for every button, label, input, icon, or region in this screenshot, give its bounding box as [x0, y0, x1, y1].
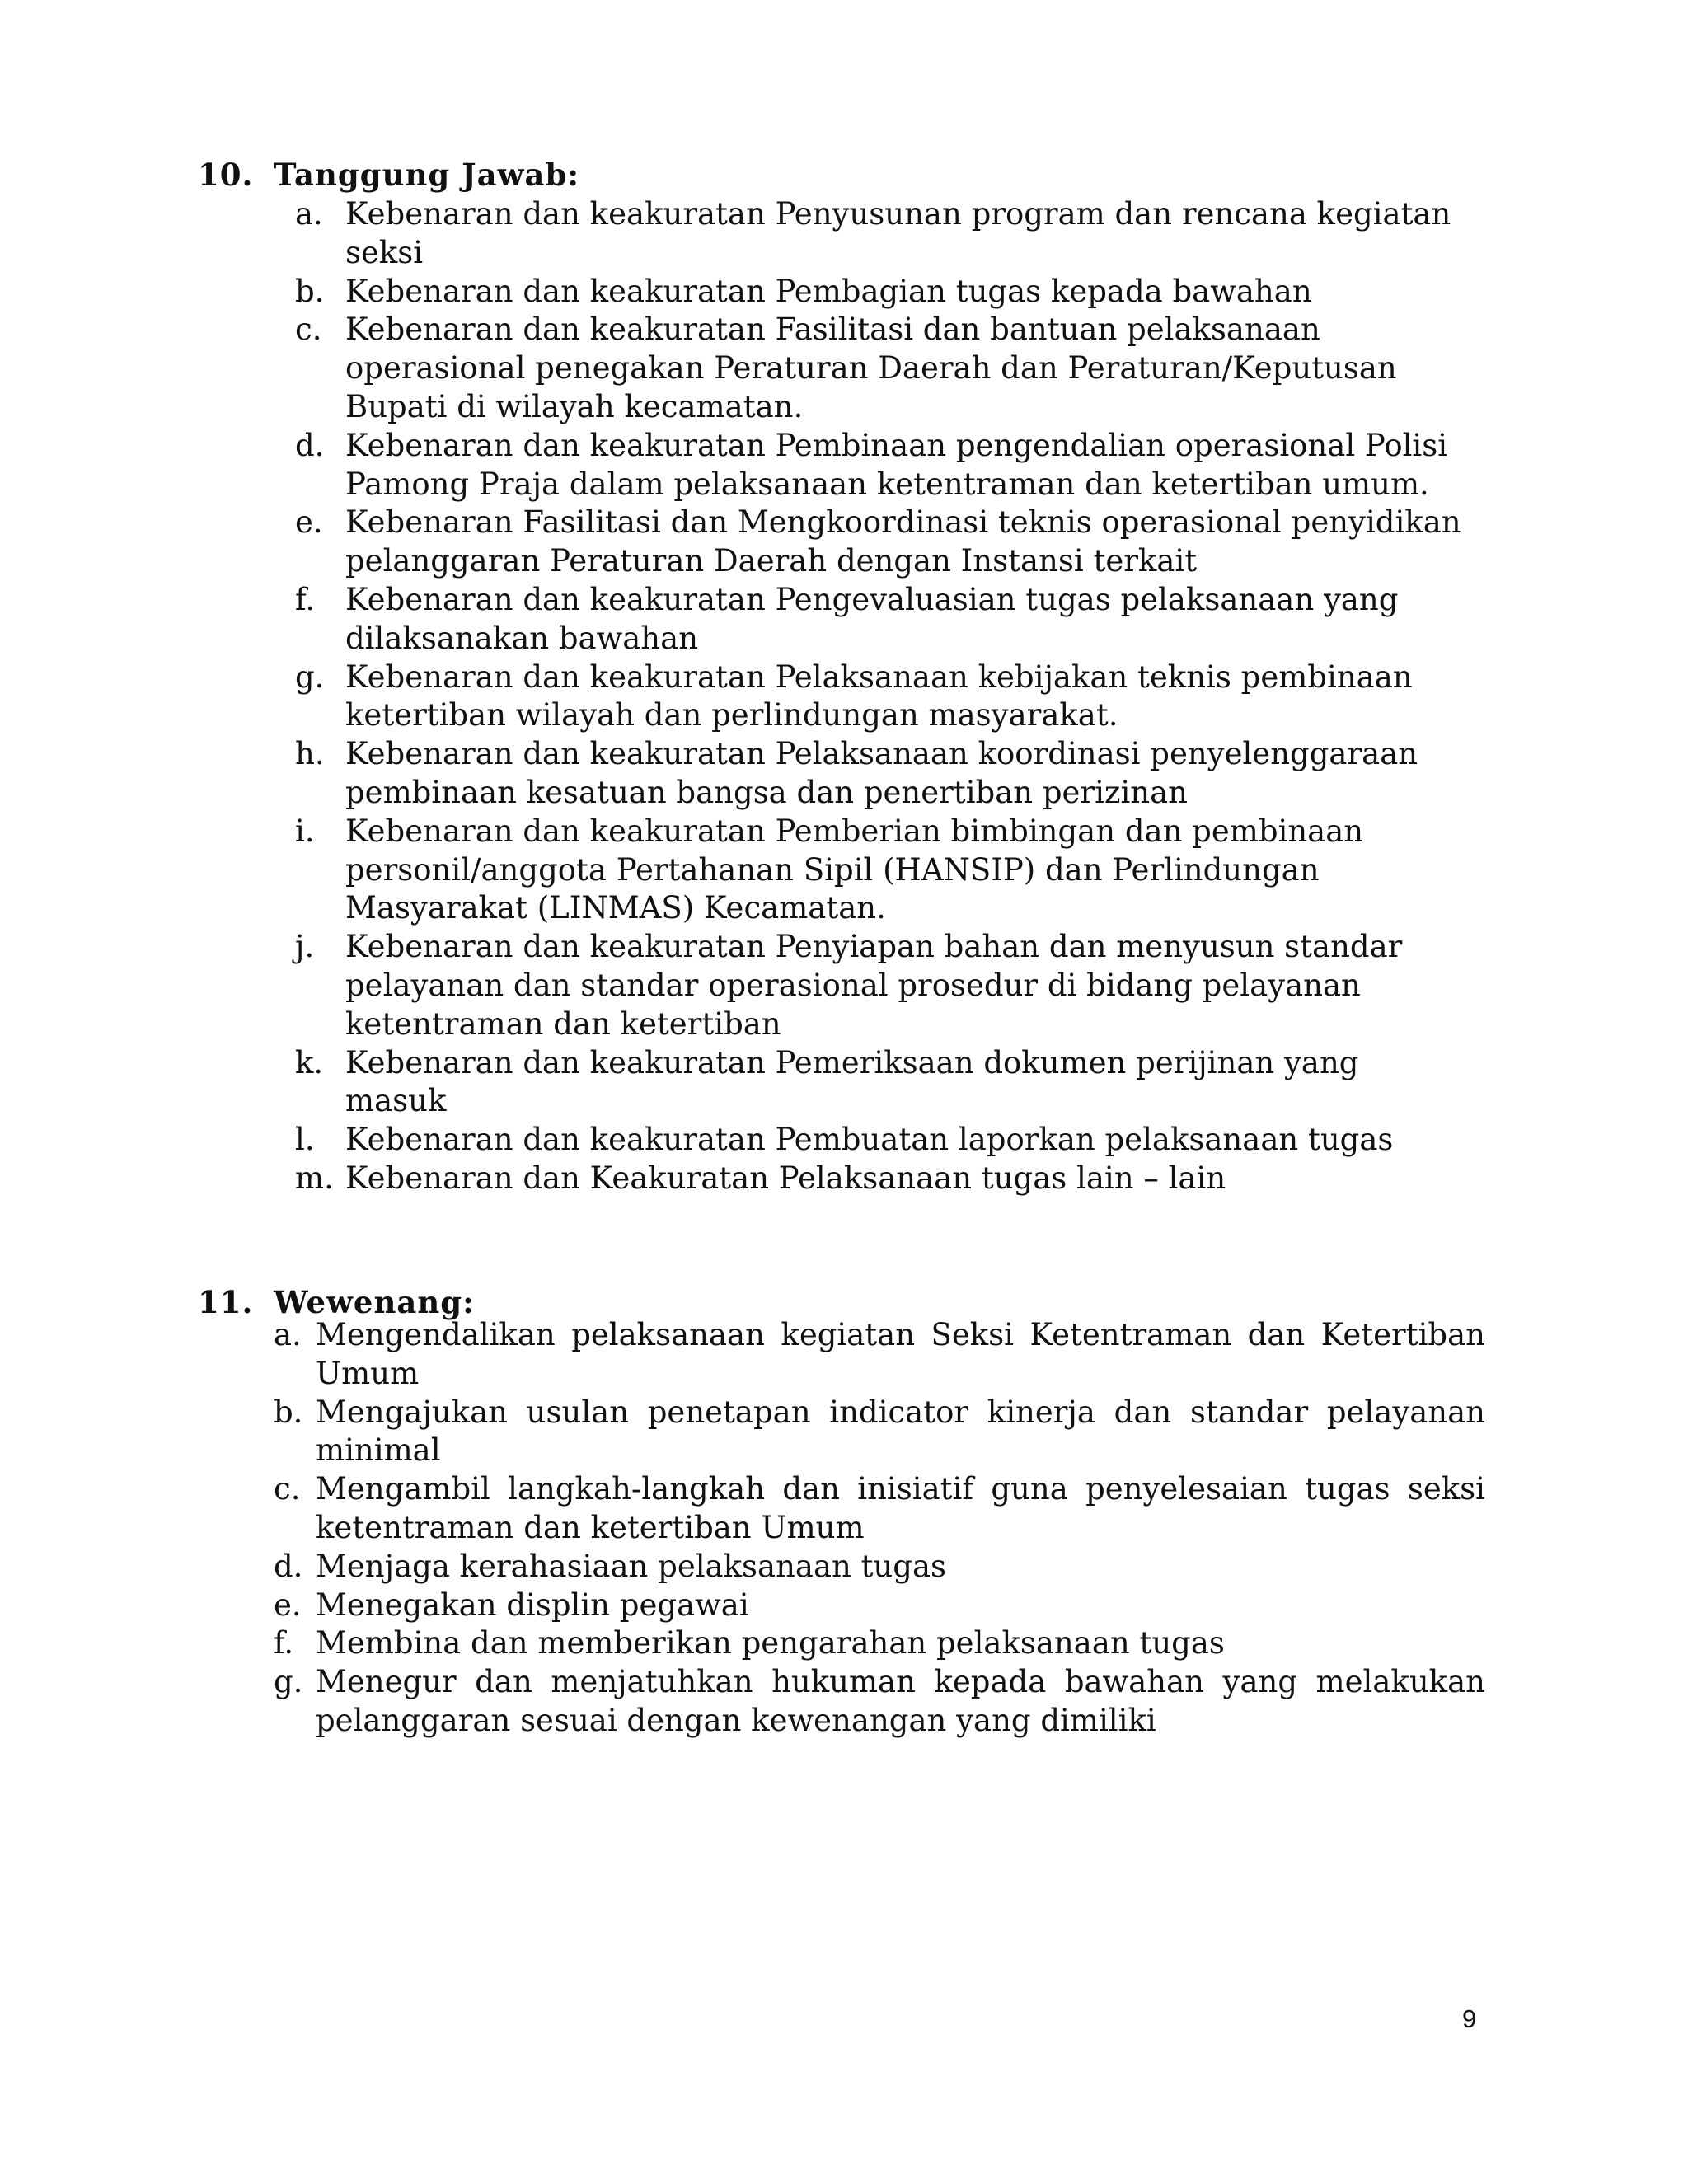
list-item [274, 1586, 1485, 1625]
list-marker: a. [295, 196, 323, 232]
list-item [295, 504, 1465, 581]
list-item-text: Membina dan memberikan pengarahan pelaksanaan tugas [316, 1625, 1225, 1661]
list-item-text: Kebenaran dan keakuratan Penyiapan bahan dan menyusun standar pelayanan dan standar operasional prosedur di bidang pelayanan ketentraman dan ketertiban [345, 929, 1403, 1042]
list-marker: l. [295, 1122, 315, 1158]
list-item-text: Mengajukan usulan penetapan indicator kinerja dan standar pelayanan minimal [316, 1394, 1485, 1469]
list-item [274, 1624, 1485, 1663]
list-marker: d. [274, 1548, 303, 1584]
list-item [295, 195, 1465, 273]
list-marker: i. [295, 813, 315, 849]
list-marker: m. [295, 1160, 334, 1196]
list-item-text: Menegur dan menjatuhkan hukuman kepada bawahan yang melakukan pelanggaran sesuai dengan kewenangan yang dimiliki [316, 1664, 1485, 1738]
list-marker: c. [295, 312, 322, 348]
list-item-text: Kebenaran dan keakuratan Pelaksanaan koordinasi penyelenggaraan pembinaan kesatuan bangsa dan penertiban perizinan [345, 736, 1418, 810]
section-number: 11. [198, 1284, 254, 1320]
section-title: Wewenang: [274, 1284, 475, 1320]
list-marker: d. [295, 427, 325, 463]
list-item-text: Menjaga kerahasiaan pelaksanaan tugas [316, 1548, 947, 1584]
list-item-text: Kebenaran dan keakuratan Pemeriksaan dokumen perijinan yang masuk [345, 1044, 1359, 1119]
list-marker: a. [274, 1317, 302, 1352]
responsibility-list [295, 195, 1465, 1198]
list-marker: g. [274, 1664, 303, 1700]
list-item-text: Kebenaran dan keakuratan Pengevaluasian tugas pelaksanaan yang dilaksanakan bawahan [345, 581, 1399, 656]
list-item [295, 735, 1465, 813]
list-marker: h. [295, 736, 325, 772]
section-number: 10. [198, 157, 254, 193]
list-marker: g. [295, 658, 325, 695]
list-item-text: Kebenaran dan keakuratan Pembuatan laporkan pelaksanaan tugas [345, 1122, 1394, 1158]
list-item [274, 1548, 1485, 1586]
list-item [295, 581, 1465, 658]
list-item [274, 1394, 1485, 1471]
list-item-text: Kebenaran dan keakuratan Pembagian tugas kepada bawahan [345, 273, 1312, 309]
list-item [295, 1044, 1465, 1122]
list-item [295, 813, 1465, 928]
section-title: Tanggung Jawab: [274, 157, 579, 193]
list-marker: j. [295, 929, 315, 965]
list-item-text: Kebenaran dan Keakuratan Pelaksanaan tugas lain – lain [345, 1160, 1226, 1196]
list-item-text: Mengendalikan pelaksanaan kegiatan Seksi Ketentraman dan Ketertiban Umum [316, 1317, 1485, 1391]
list-marker: b. [274, 1394, 303, 1430]
list-marker: b. [295, 273, 325, 309]
list-item [295, 273, 1465, 312]
list-marker: f. [274, 1625, 294, 1661]
list-marker: e. [274, 1586, 302, 1623]
list-item [295, 427, 1465, 504]
list-item-text: Kebenaran Fasilitasi dan Mengkoordinasi teknis operasional penyidikan pelanggaran Peraturan Daerah dengan Instansi terkait [345, 504, 1461, 579]
list-marker: f. [295, 581, 316, 617]
list-item [295, 928, 1465, 1043]
list-item-text: Kebenaran dan keakuratan Pelaksanaan kebijakan teknis pembinaan ketertiban wilayah dan perlindungan masyarakat. [345, 658, 1413, 733]
list-item [274, 1316, 1485, 1394]
list-item [274, 1470, 1485, 1548]
list-marker: e. [295, 504, 323, 541]
list-item-text: Mengambil langkah-langkah dan inisiatif guna penyelesaian tugas seksi ketentraman dan ketertiban Umum [316, 1471, 1485, 1545]
list-item [295, 1121, 1465, 1160]
list-item-text: Kebenaran dan keakuratan Penyusunan program dan rencana kegiatan seksi [345, 196, 1451, 270]
list-item [295, 658, 1465, 736]
list-item-text: Kebenaran dan keakuratan Pembinaan pengendalian operasional Polisi Pamong Praja dalam pelaksanaan ketentraman dan ketertiban umum. [345, 427, 1448, 502]
list-item-text: Menegakan displin pegawai [316, 1586, 749, 1623]
section-10-heading [198, 155, 579, 194]
list-item [274, 1663, 1485, 1741]
list-marker: c. [274, 1471, 301, 1507]
page-number: 9 [1462, 2004, 1477, 2033]
authority-list [274, 1316, 1485, 1741]
list-marker: k. [295, 1044, 324, 1080]
list-item [295, 1160, 1465, 1198]
list-item-text: Kebenaran dan keakuratan Pemberian bimbingan dan pembinaan personil/anggota Pertahanan Sipil (HANSIP) dan Perlindungan Masyarakat (LINMAS) Kecamatan. [345, 813, 1364, 926]
list-item-text: Kebenaran dan keakuratan Fasilitasi dan bantuan pelaksanaan operasional penegakan Peraturan Daerah dan Peraturan/Keputusan Bupati di wilayah kecamatan. [345, 312, 1397, 424]
list-item [295, 311, 1465, 426]
